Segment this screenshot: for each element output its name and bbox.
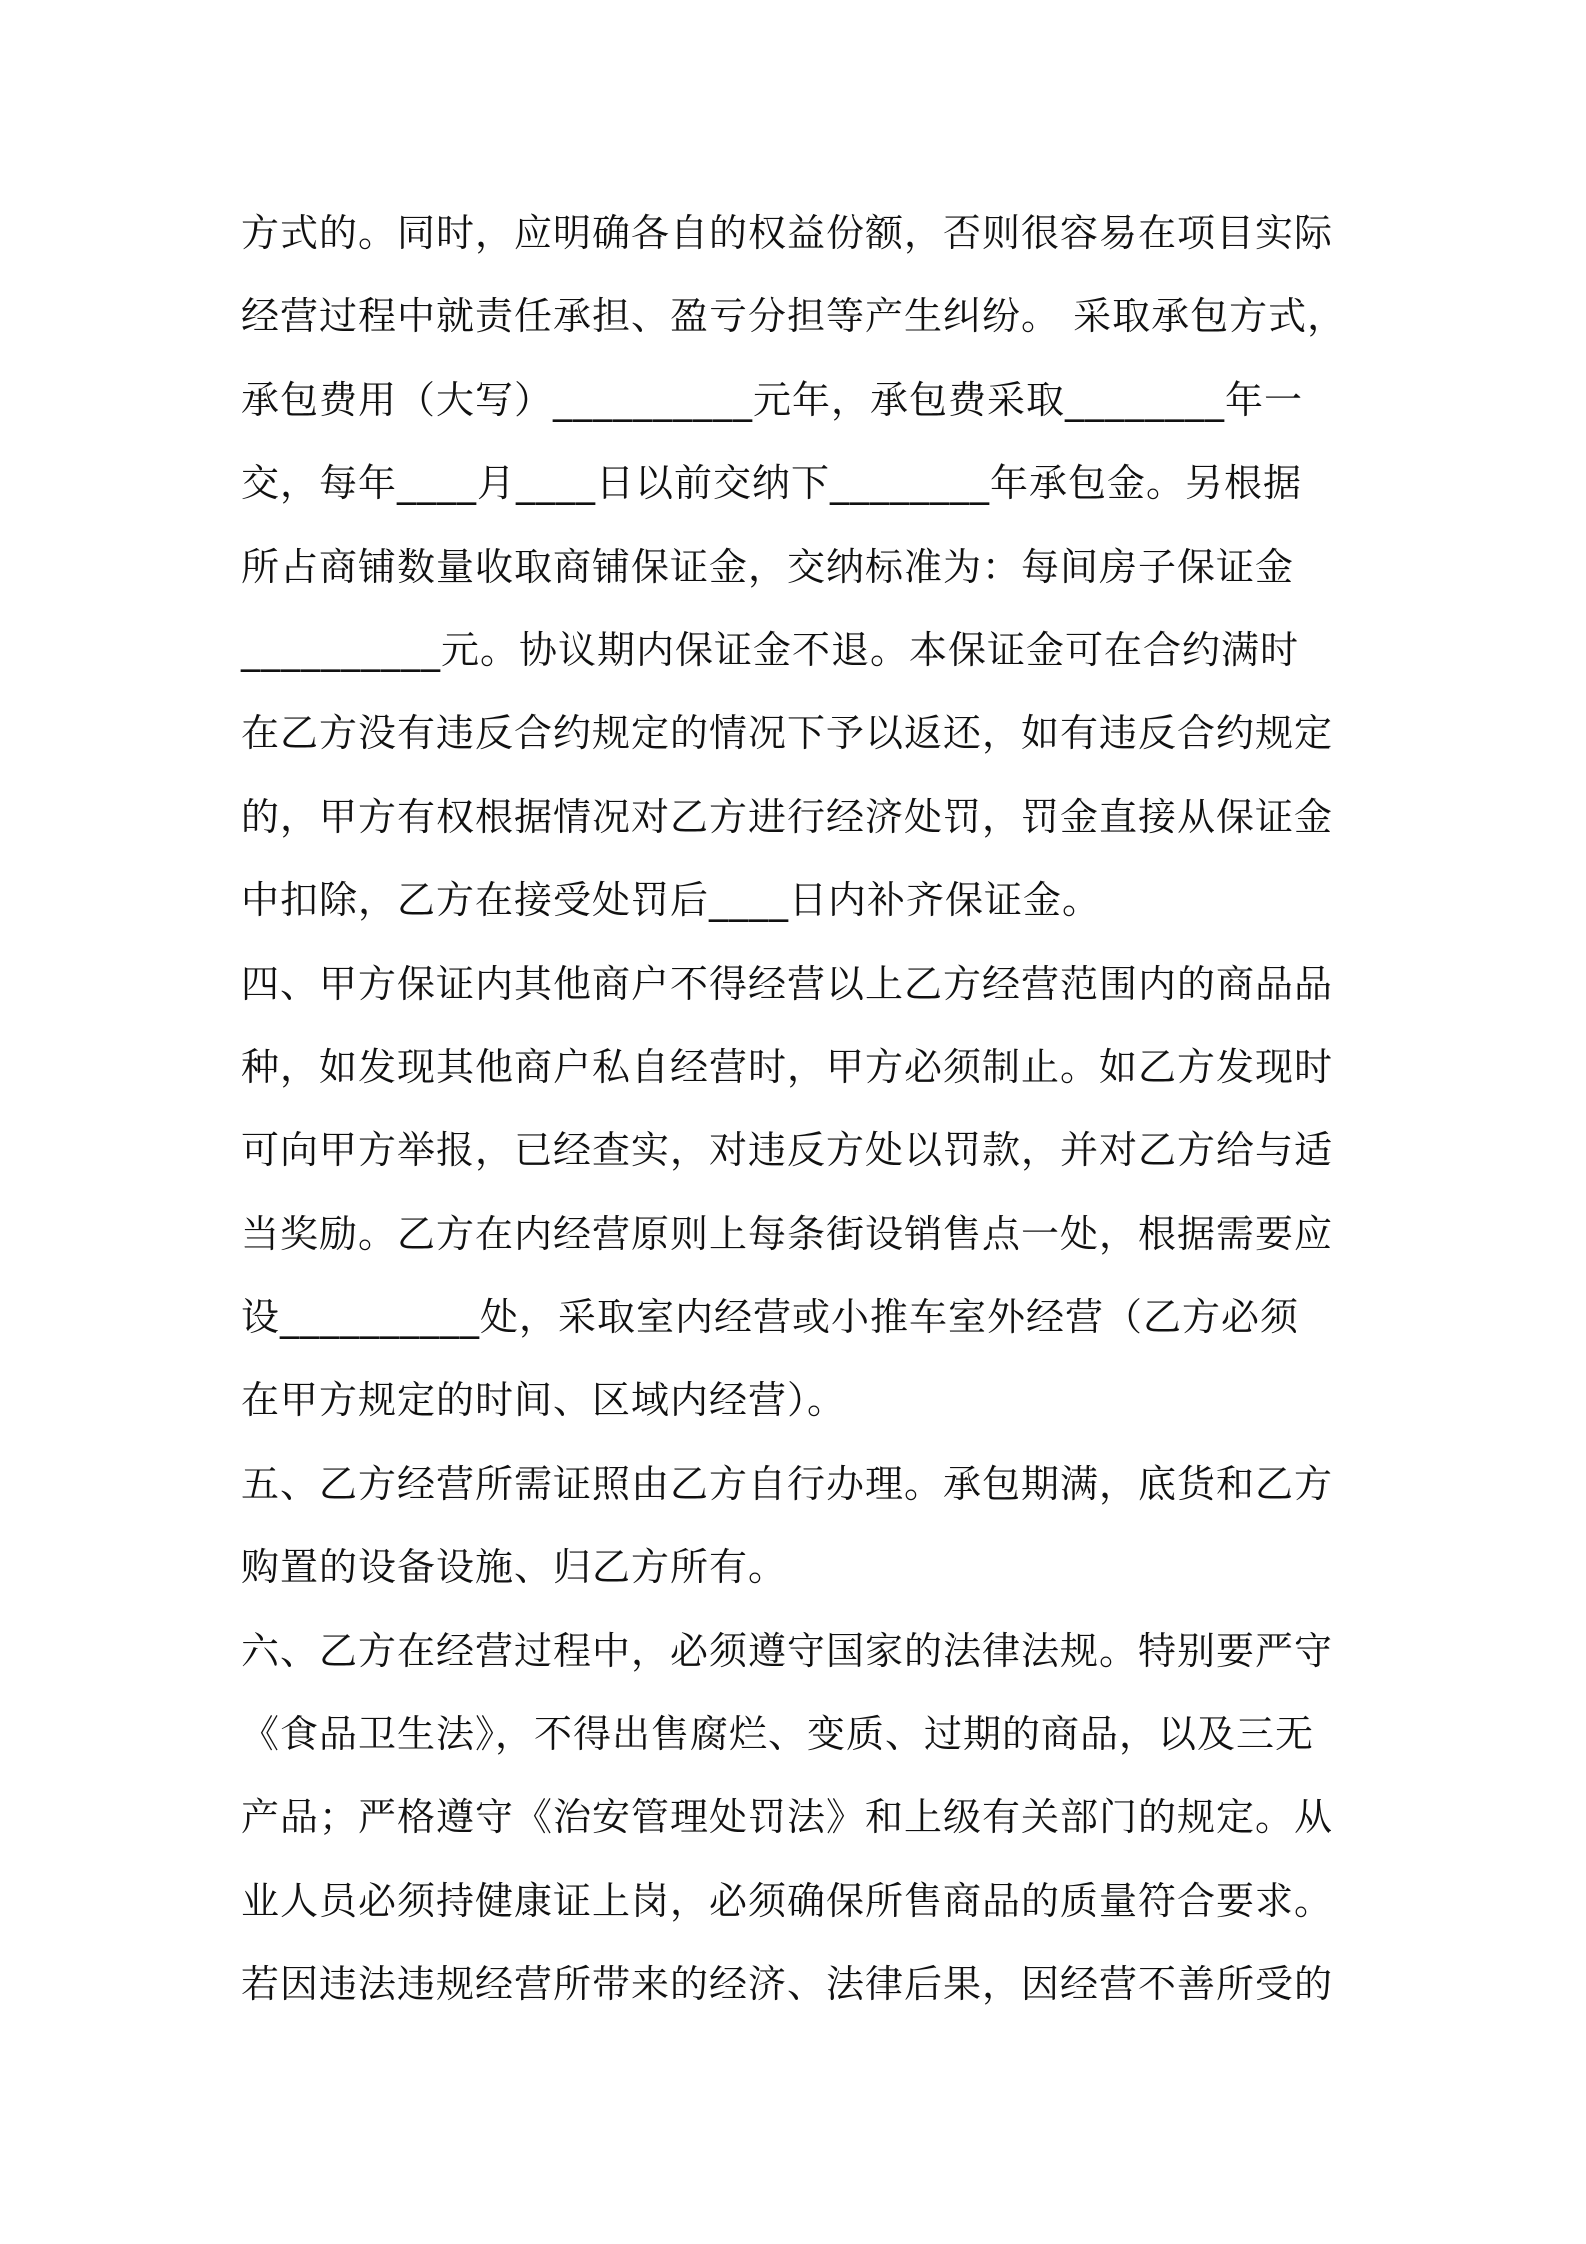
text-line: 的，甲方有权根据情况对乙方进行经济处罚，罚金直接从保证金 [241,794,1334,839]
text-line: 可向甲方举报，已经查实，对违反方处以罚款，并对乙方给与适 [241,1128,1334,1173]
text-line: 产品；严格遵守《治安管理处罚法》和上级有关部门的规定。从 [241,1795,1334,1840]
text-line: 中扣除，乙方在接受处罚后____日内补齐保证金。 [241,878,1102,923]
text-line: 交，每年____月____日以前交纳下________年承包金。另根据 [241,461,1303,506]
text-line: 所占商铺数量收取商铺保证金，交纳标准为：每间房子保证金 [241,544,1295,589]
clause-5-line: 五、乙方经营所需证照由乙方自行办理。承包期满，底货和乙方 [241,1461,1334,1506]
contract-body-text [241,192,1361,2027]
text-line: 设__________处，采取室内经营或小推车室外经营（乙方必须 [241,1295,1300,1340]
text-line: __________元。协议期内保证金不退。本保证金可在合约满时 [241,627,1300,672]
text-line: 承包费用（大写）__________元年，承包费采取________年一 [241,377,1304,422]
clause-4-line: 四、甲方保证内其他商户不得经营以上乙方经营范围内的商品品 [241,961,1334,1006]
text-line: 在乙方没有违反合约规定的情况下予以返还，如有违反合约规定 [241,711,1334,756]
text-line: 若因违法违规经营所带来的经济、法律后果，因经营不善所受的 [241,1962,1334,2007]
text-line: 购置的设备设施、归乙方所有。 [241,1545,788,1590]
clause-6-line: 六、乙方在经营过程中，必须遵守国家的法律法规。特别要严守 [241,1628,1334,1673]
text-line: 业人员必须持健康证上岗，必须确保所售商品的质量符合要求。 [241,1878,1334,1923]
text-line: 《食品卫生法》，不得出售腐烂、变质、过期的商品，以及三无 [241,1712,1315,1757]
text-line: 方式的。同时，应明确各自的权益份额，否则很容易在项目实际 [241,211,1334,255]
text-line: 经营过程中就责任承担、盈亏分担等产生纠纷。 采取承包方式， [241,294,1347,339]
text-line: 当奖励。乙方在内经营原则上每条街设销售点一处，根据需要应 [241,1211,1334,1256]
text-line: 种，如发现其他商户私自经营时，甲方必须制止。如乙方发现时 [241,1044,1334,1089]
text-line: 在甲方规定的时间、区域内经营）。 [241,1378,847,1423]
